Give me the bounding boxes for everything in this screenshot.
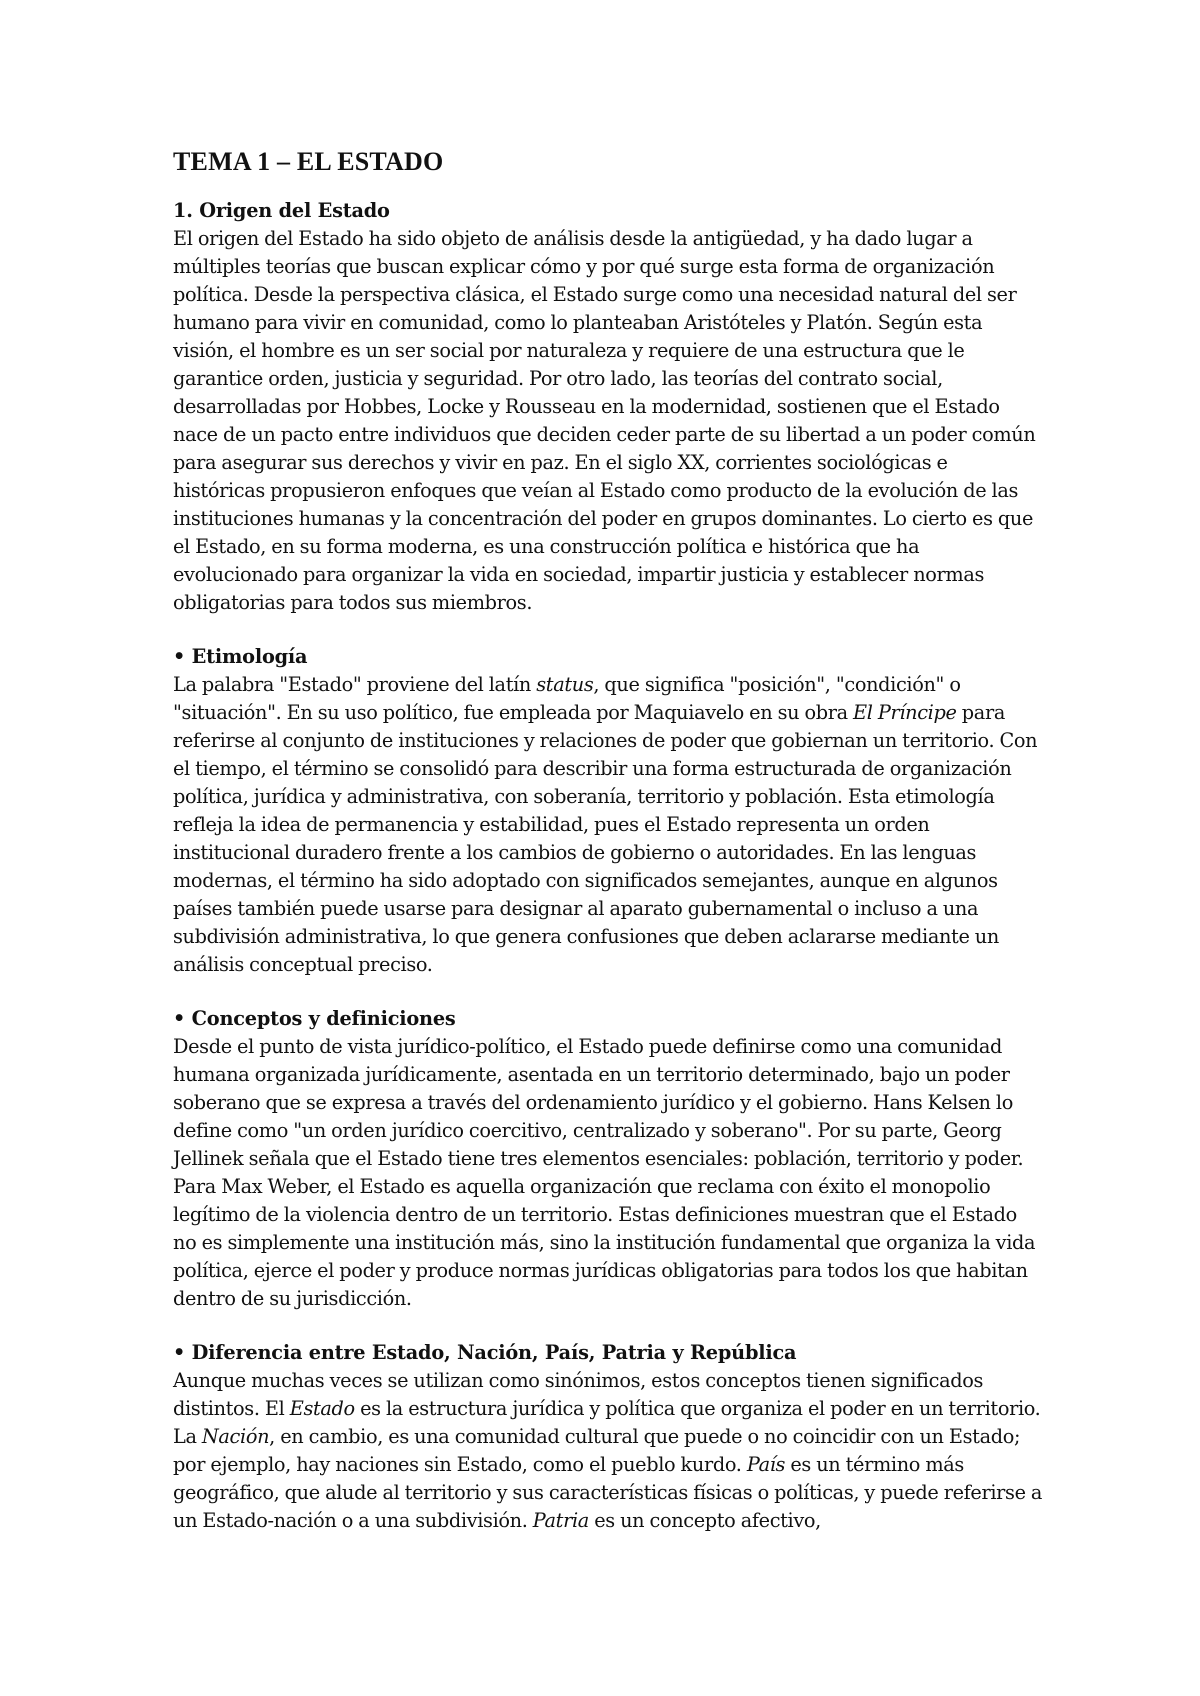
text-run: Desde el punto de vista jurídico-político, el Estado puede definirse como una comunidad humana organizada jurídicamente, asentada en un territorio determinado, bajo un poder soberano que se expresa a través del ordenamiento jurídico y el gobierno. Hans Kelsen lo define como "un orden jurídico coercitivo, centralizado y soberano". Por su parte, Georg Jellinek señala que el Estado tiene tres elementos esenciales: población, territorio y poder. Para Max Weber, el Estado es aquella organización que reclama con éxito el monopolio legítimo de la violencia dentro de un territorio. Estas definiciones muestran que el Estado no es simplemente una institución más, sino la institución fundamental que organiza la vida política, ejerce el poder y produce normas jurídicas obligatorias para todos los que habitan dentro de su jurisdicción. xyxy=(173,1035,1036,1310)
section-paragraph xyxy=(173,1367,1043,1535)
section-conceptos xyxy=(173,1005,1043,1313)
section-heading: 1. Origen del Estado xyxy=(173,199,390,222)
section-paragraph xyxy=(173,1033,1043,1313)
text-run: La palabra "Estado" proviene del latín xyxy=(173,673,537,696)
document-title: TEMA 1 – EL ESTADO xyxy=(173,147,444,176)
italic-term: País xyxy=(746,1453,786,1476)
text-run: para referirse al conjunto de instituciones y relaciones de poder que gobiernan un territorio. Con el tiempo, el término se consolidó para describir una forma estructurada de organización política, jurídica y administrativa, con soberanía, territorio y población. Esta etimología refleja la idea de permanencia y estabilidad, pues el Estado representa un orden institucional duradero frente a los cambios de gobierno o autoridades. En las lenguas modernas, el término ha sido adoptado con significados semejantes, aunque en algunos países también puede usarse para designar al aparato gubernamental o incluso a una subdivisión administrativa, lo que genera confusiones que deben aclararse mediante un análisis conceptual preciso. xyxy=(173,701,1038,976)
italic-term: Estado xyxy=(289,1397,355,1420)
italic-term: Patria xyxy=(532,1509,589,1532)
section-diferencias xyxy=(173,1339,1043,1535)
italic-term: El Príncipe xyxy=(853,701,957,724)
text-run: Aunque muchas veces se utilizan como sinónimos, estos conceptos tienen significados distintos. El xyxy=(173,1369,984,1420)
section-paragraph xyxy=(173,225,1043,617)
italic-term: Nación xyxy=(201,1425,270,1448)
document-page xyxy=(173,147,1043,1561)
text-run: es la estructura jurídica y política que organiza el poder en un territorio. La xyxy=(173,1397,1041,1448)
section-etimologia xyxy=(173,643,1043,979)
text-run: El origen del Estado ha sido objeto de análisis desde la antigüedad, y ha dado lugar a múltiples teorías que buscan explicar cómo y por qué surge esta forma de organización política. Desde la perspectiva clásica, el Estado surge como una necesidad natural del ser humano para vivir en comunidad, como lo planteaban Aristóteles y Platón. Según esta visión, el hombre es un ser social por naturaleza y requiere de una estructura que le garantice orden, justicia y seguridad. Por otro lado, las teorías del contrato social, desarrolladas por Hobbes, Locke y Rousseau en la modernidad, sostienen que el Estado nace de un pacto entre individuos que deciden ceder parte de su libertad a un poder común para asegurar sus derechos y vivir en paz. En el siglo XX, corrientes sociológicas e históricas propusieron enfoques que veían al Estado como producto de la evolución de las instituciones humanas y la concentración del poder en grupos dominantes. Lo cierto es que el Estado, en su forma moderna, es una construcción política e histórica que ha evolucionado para organizar la vida en sociedad, impartir justicia y establecer normas obligatorias para todos sus miembros. xyxy=(173,227,1036,614)
text-run: es un término más geográfico, que alude al territorio y sus características físicas o políticas, y puede referirse a un Estado-nación o a una subdivisión. xyxy=(173,1453,1043,1532)
section-heading: • Diferencia entre Estado, Nación, País, Patria y República xyxy=(173,1341,797,1364)
section-paragraph xyxy=(173,671,1043,979)
section-origen xyxy=(173,197,1043,617)
text-run: , en cambio, es una comunidad cultural que puede o no coincidir con un Estado; por ejemplo, hay naciones sin Estado, como el pueblo kurdo. xyxy=(173,1425,1021,1476)
section-heading: • Conceptos y definiciones xyxy=(173,1007,456,1030)
section-heading: • Etimología xyxy=(173,645,308,668)
text-run: es un concepto afectivo, xyxy=(588,1509,821,1532)
italic-term: status xyxy=(536,673,594,696)
text-run: , que significa "posición", "condición" o "situación". En su uso político, fue empleada por Maquiavelo en su obra xyxy=(173,673,961,724)
